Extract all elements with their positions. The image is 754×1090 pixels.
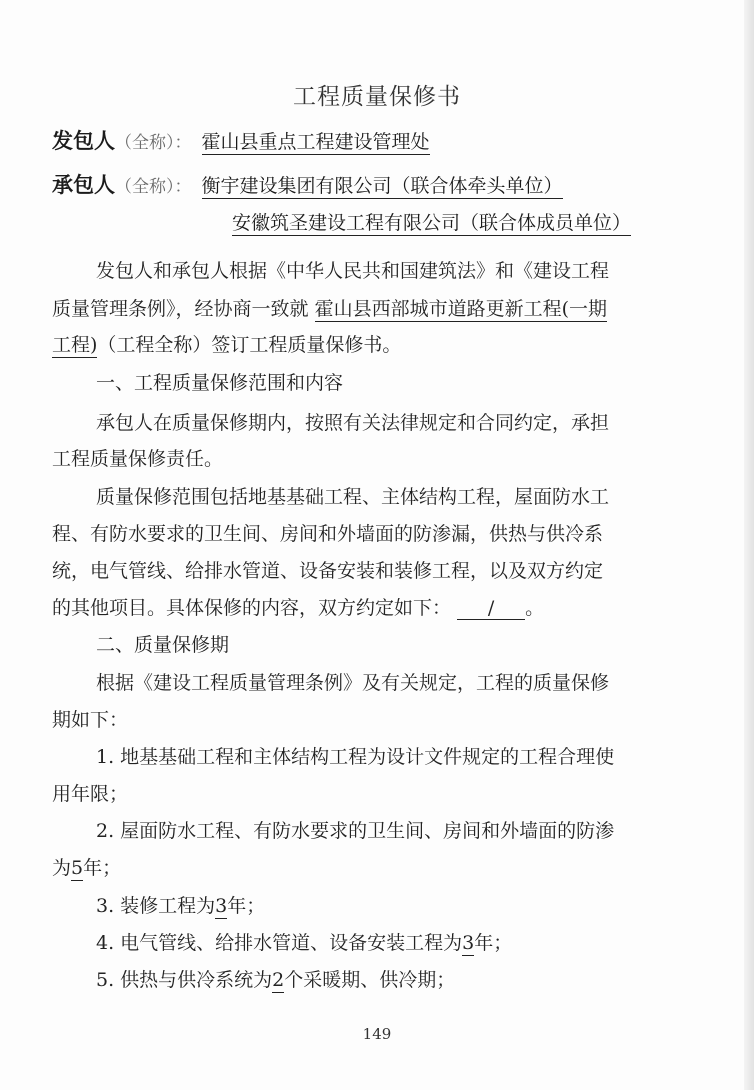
section-1-heading: 一、工程质量保修范围和内容	[96, 372, 344, 394]
project-name-part-1: 霍山县西部城市道路更新工程(一期	[314, 298, 607, 320]
employer-note: （全称）：	[115, 133, 192, 153]
employer-label: 发包人	[52, 129, 115, 153]
warranty-item-4-years: 3	[462, 932, 475, 954]
section-2-p1-line-2: 期如下：	[52, 709, 129, 731]
section-2-heading: 二、质量保修期	[96, 634, 230, 656]
section-1-p1-line-2: 工程质量保修责任。	[52, 448, 224, 470]
section-1-p2-end: 。	[525, 597, 545, 619]
document-title: 工程质量保修书	[293, 84, 461, 110]
section-1-p2-line-1: 质量保修范围包括地基基础工程、主体结构工程，屋面防水工	[96, 486, 610, 508]
section-1-p2-line-2: 程、有防水要求的卫生间、房间和外墙面的防渗漏，供热与供冷系	[52, 523, 604, 545]
section-1-p2-line-4-text: 的其他项目。具体保修的内容，双方约定如下：	[52, 597, 452, 619]
intro-line-2-text: 质量管理条例》，经协商一致就	[52, 298, 309, 320]
contractor-name-2: 安徽筑圣建设工程有限公司（联合体成员单位）	[232, 212, 632, 234]
contractor-line-2	[232, 210, 631, 236]
agreed-content-blank: /	[457, 597, 525, 620]
warranty-item-5-prefix: 5. 供热与供冷系统为	[96, 969, 273, 991]
warranty-item-4-prefix: 4. 电气管线、给排水管道、设备安装工程为	[96, 932, 463, 954]
warranty-item-2-suffix: 年；	[83, 857, 122, 879]
warranty-item-5-suffix: 个采暖期、供冷期；	[284, 969, 456, 991]
intro-line-3	[52, 332, 401, 358]
section-2-p1-line-1: 根据《建设工程质量管理条例》及有关规定，工程的质量保修	[96, 672, 610, 694]
warranty-item-2-line-1: 2. 屋面防水工程、有防水要求的卫生间、房间和外墙面的防渗	[96, 820, 615, 842]
employer-line	[52, 128, 430, 156]
section-1-p2-line-4	[52, 595, 544, 621]
section-1-p1-line-1: 承包人在质量保修期内，按照有关法律规定和合同约定，承担	[96, 412, 610, 434]
warranty-item-5-count: 2	[272, 969, 285, 991]
warranty-item-2-line-2	[52, 855, 121, 881]
intro-line-1: 发包人和承包人根据《中华人民共和国建筑法》和《建设工程	[96, 260, 610, 282]
contractor-line-1	[52, 172, 563, 200]
intro-line-3-text: （工程全称）签订工程质量保修书。	[97, 334, 402, 356]
warranty-item-4-suffix: 年；	[474, 932, 513, 954]
warranty-item-2-years: 5	[71, 857, 84, 879]
employer-name: 霍山县重点工程建设管理处	[201, 131, 430, 153]
warranty-item-4	[96, 930, 512, 956]
warranty-item-1-line-1: 1. 地基基础工程和主体结构工程为设计文件规定的工程合理使	[96, 746, 615, 768]
contractor-label: 承包人	[52, 173, 115, 197]
warranty-item-3-years: 3	[215, 895, 228, 917]
page-number: 149	[362, 1025, 392, 1043]
intro-line-2	[52, 296, 607, 322]
page-edge-shadow	[744, 0, 754, 1090]
contractor-name-1: 衡宇建设集团有限公司（联合体牵头单位）	[201, 175, 563, 197]
project-name-part-2: 工程)	[52, 334, 98, 356]
warranty-item-3-suffix: 年；	[227, 895, 266, 917]
warranty-item-2-prefix: 为	[52, 857, 72, 879]
warranty-item-5	[96, 967, 455, 993]
section-1-p2-line-3: 统，电气管线、给排水管道、设备安装和装修工程，以及双方约定	[52, 560, 604, 582]
warranty-item-3-prefix: 3. 装修工程为	[96, 895, 216, 917]
warranty-item-3	[96, 893, 265, 919]
contractor-note: （全称）：	[115, 177, 192, 197]
warranty-item-1-line-2: 用年限；	[52, 783, 129, 805]
